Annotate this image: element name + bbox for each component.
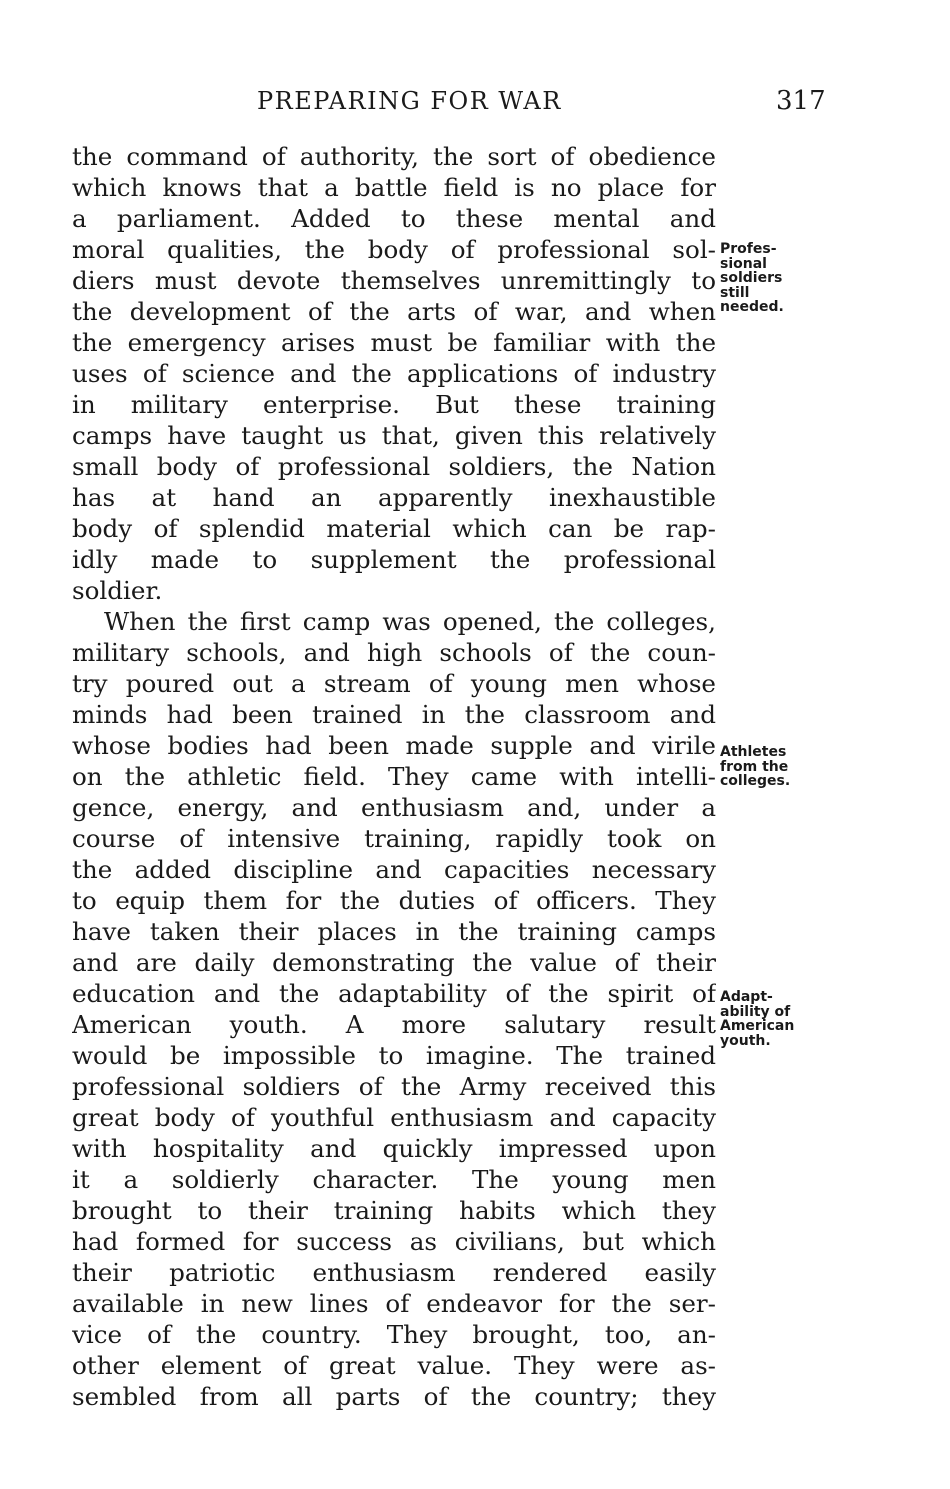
text-line: other element of great value. They were as- <box>72 1351 716 1380</box>
side-note-athletes <box>720 745 790 789</box>
text-line: gence, energy, and enthusiasm and, under a <box>72 793 716 822</box>
text-line: had formed for success as civilians, but which <box>72 1227 716 1256</box>
text-line: American youth. A more salutary result <box>72 1010 716 1039</box>
text-line: vice of the country. They brought, too, an- <box>72 1320 716 1349</box>
side-note-line: colleges. <box>720 773 791 789</box>
text-line: body of splendid material which can be rap- <box>72 514 716 543</box>
text-line: a parliament. Added to these mental and <box>72 204 716 233</box>
side-note-line: sional <box>720 255 767 272</box>
text-line: minds had been trained in the classroom and <box>72 700 716 729</box>
text-line: in military enterprise. But these training <box>72 390 716 419</box>
side-note-line: ability of <box>720 1003 791 1020</box>
text-line: brought to their training habits which they <box>72 1196 716 1225</box>
text-line: When the first camp was opened, the colleges, <box>104 607 716 636</box>
running-title: PREPARING FOR WAR <box>257 87 562 115</box>
text-line: diers must devote themselves unremittingly to <box>72 266 716 295</box>
side-note-line: soldiers <box>720 270 783 286</box>
text-line: which knows that a battle field is no place for <box>72 173 716 202</box>
side-note-line: American <box>720 1018 795 1034</box>
text-line: soldier. <box>72 576 163 605</box>
text-line: education and the adaptability of the spirit of <box>72 979 716 1008</box>
side-note-line: Profes- <box>720 241 777 257</box>
text-line: have taken their places in the training camps <box>72 917 716 946</box>
text-line: course of intensive training, rapidly took on <box>72 824 716 853</box>
text-line: would be impossible to imagine. The trained <box>72 1041 716 1070</box>
page-number: 317 <box>776 86 826 116</box>
text-line: camps have taught us that, given this relatively <box>72 421 716 450</box>
text-line: sembled from all parts of the country; they <box>72 1382 716 1411</box>
side-note-line: needed. <box>720 299 784 315</box>
text-line: has at hand an apparently inexhaustible <box>72 483 716 512</box>
text-line: it a soldierly character. The young men <box>72 1165 716 1194</box>
text-line: their patriotic enthusiasm rendered easily <box>72 1258 716 1287</box>
text-line: great body of youthful enthusiasm and capacity <box>72 1103 716 1132</box>
text-line: whose bodies had been made supple and virile <box>72 731 716 760</box>
text-line: to equip them for the duties of officers. They <box>72 886 716 915</box>
text-line: available in new lines of endeavor for the ser- <box>72 1289 716 1318</box>
text-line: and are daily demonstrating the value of their <box>72 948 716 977</box>
text-line: the emergency arises must be familiar with the <box>72 328 716 357</box>
text-line: the command of authority, the sort of obedience <box>72 142 716 171</box>
text-line: with hospitality and quickly impressed upon <box>72 1134 716 1163</box>
side-note-professional-soldiers <box>720 242 784 315</box>
text-line: moral qualities, the body of professional sol- <box>72 235 716 264</box>
text-line: uses of science and the applications of industry <box>72 359 716 388</box>
text-line: professional soldiers of the Army received this <box>72 1072 716 1101</box>
text-line: idly made to supplement the professional <box>72 545 716 574</box>
side-note-line: Adapt- <box>720 989 773 1005</box>
text-line: on the athletic field. They came with intelli- <box>72 762 716 791</box>
text-line: the development of the arts of war, and when <box>72 297 716 326</box>
side-note-line: Athletes <box>720 744 787 760</box>
side-note-line: youth. <box>720 1032 771 1049</box>
side-note-line: still <box>720 284 750 301</box>
side-note-adaptability <box>720 990 794 1048</box>
text-line: try poured out a stream of young men whose <box>72 669 716 698</box>
text-line: military schools, and high schools of the coun- <box>72 638 716 667</box>
side-note-line: from the <box>720 758 789 775</box>
text-line: the added discipline and capacities necessary <box>72 855 716 884</box>
body-text <box>72 141 716 1412</box>
text-line: small body of professional soldiers, the Nation <box>72 452 716 481</box>
running-header <box>0 86 950 122</box>
